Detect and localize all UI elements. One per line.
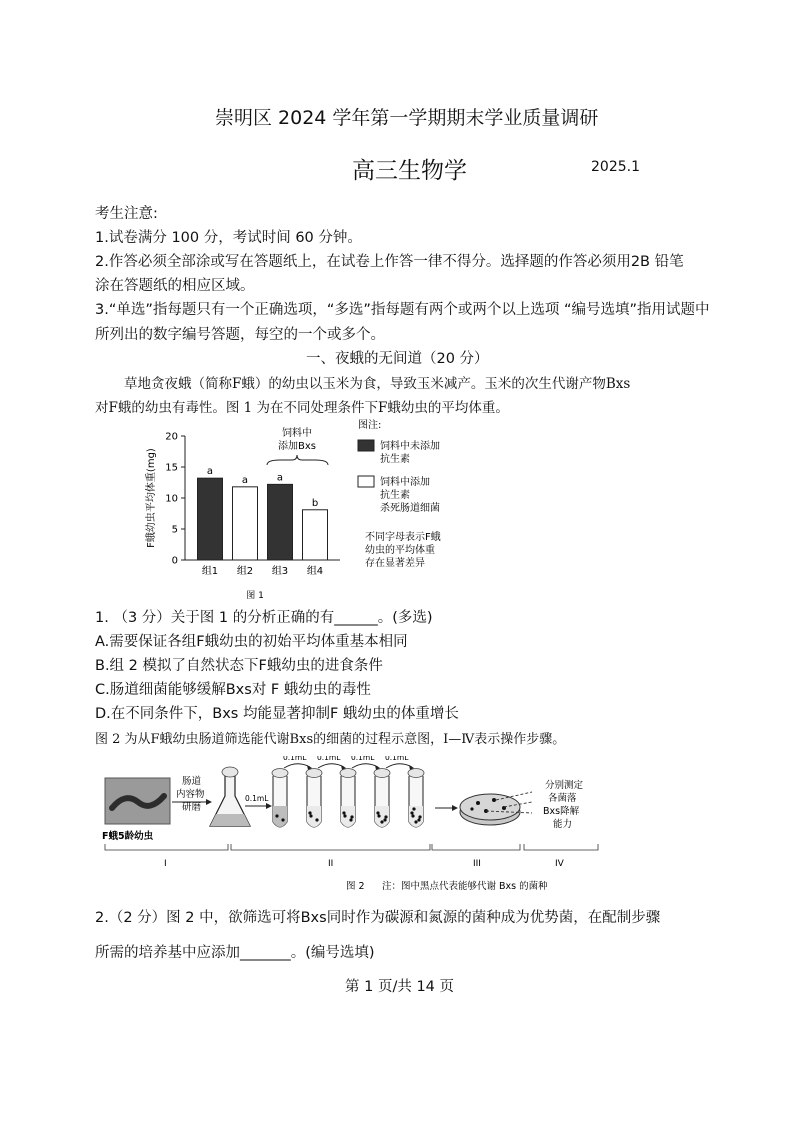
bacteria-dot <box>383 818 386 821</box>
larva-label: F蛾5龄幼虫 <box>102 831 154 842</box>
bacteria-dot <box>380 820 383 823</box>
bar-组1 <box>198 478 223 560</box>
question-1-option-a: A.需要保证各组F蛾幼虫的初始平均体重基本相同 <box>95 634 408 650</box>
bar-组2 <box>233 487 258 560</box>
bacteria-dot <box>418 815 421 818</box>
transfer-arrow <box>318 764 344 768</box>
legend-text: 抗生素 <box>380 454 410 465</box>
chart-note: 幼虫的平均体重 <box>365 545 435 556</box>
category-label: 组1 <box>201 566 219 577</box>
step-I: I <box>164 859 167 869</box>
y-tick-label: 20 <box>165 431 178 443</box>
exam-date: 2025.1 <box>591 159 640 175</box>
question-1-option-c: C.肠道细菌能够缓解Bxs对 F 蛾幼虫的毒性 <box>95 682 371 698</box>
bacteria-dot <box>412 807 415 810</box>
notice-line-1: 1.试卷满分 100 分，考试时间 60 分钟。 <box>95 230 362 246</box>
plate-label-1: 分别测定 <box>545 780 584 791</box>
figure-2-caption: 图 2 <box>346 881 365 892</box>
bacteria-dot <box>309 814 312 817</box>
transfer-arrow <box>352 764 378 768</box>
significance-label: a <box>276 472 284 484</box>
figure-1-caption: 图 1 <box>246 591 264 601</box>
bacteria-dot <box>411 814 414 817</box>
figure-2-note: 注：图中黑点代表能够代谢 Bxs 的菌种 <box>382 881 548 892</box>
tube-liquid <box>273 806 287 827</box>
category-label: 组3 <box>271 566 289 577</box>
notice-line-2a: 2.作答必须全部涂或写在答题纸上，在试卷上作答一律不得分。选择题的作答必须用2B 铅笔 <box>95 254 684 270</box>
bracket-label-2: 添加Bxs <box>278 441 316 452</box>
transfer-label: 0.1mL <box>351 756 375 762</box>
page-footer: 第 1 页/共 14 页 <box>345 979 454 995</box>
notice-line-2b: 涂在答题纸的相应区域。 <box>95 278 255 294</box>
tube-cap <box>408 769 424 778</box>
question-2-line-2: 所需的培养基中应添加_______。(编号选填) <box>95 945 375 961</box>
subject-title: 高三生物学 <box>352 158 467 184</box>
bar-组4 <box>303 510 328 560</box>
transfer-arrow <box>386 764 412 768</box>
bacteria-dot <box>410 811 413 814</box>
bacteria-dot <box>315 818 318 821</box>
legend-swatch <box>358 476 374 487</box>
figure-2-diagram <box>100 756 600 896</box>
category-label: 组4 <box>306 566 324 577</box>
plate-label-4: 能力 <box>553 819 573 830</box>
step-IV: IV <box>555 859 564 869</box>
bacteria-dot <box>376 811 379 814</box>
significance-label: a <box>241 474 249 486</box>
bacteria-dot <box>343 814 346 817</box>
question-1-option-b: B.组 2 模拟了自然状态下F蛾幼虫的进食条件 <box>95 658 383 674</box>
step-brackets <box>105 844 598 850</box>
significance-label: b <box>311 497 319 509</box>
bacteria-dot <box>414 820 417 823</box>
bracket-label-1: 饲料中 <box>282 428 312 439</box>
notice-heading: 考生注意: <box>95 206 158 222</box>
legend-title: 图注: <box>358 420 382 431</box>
legend-text: 饲料中未添加 <box>380 441 440 452</box>
transfer-label: 0.1mL <box>385 756 409 762</box>
chart-note: 不同字母表示F蛾 <box>365 532 441 543</box>
question-2-line-1: 2.（2 分）图 2 中，欲筛选可将Bxs同时作为碳源和氮源的菌种成为优势菌，在配制步骤 <box>95 910 661 926</box>
significance-label: a <box>206 466 214 478</box>
bacteria-dot <box>349 818 352 821</box>
bacteria-dot <box>384 815 387 818</box>
bacteria-dot <box>350 815 353 818</box>
figure-2-intro: 图 2 为从F蛾幼虫肠道筛选能代谢Bxs的细菌的过程示意图，Ⅰ—Ⅳ表示操作步骤。 <box>95 732 566 747</box>
y-tick-label: 0 <box>171 555 178 567</box>
question-1-stem: 1. （3 分）关于图 1 的分析正确的有______。(多选) <box>95 610 433 626</box>
legend-text: 抗生素 <box>380 490 410 501</box>
tube-liquid <box>307 806 321 827</box>
petri-dish-icon <box>460 794 520 825</box>
y-tick-label: 5 <box>171 524 178 536</box>
section-heading: 一、夜蛾的无间道（20 分） <box>306 351 489 367</box>
transfer-arrow <box>284 764 310 768</box>
gut-label-2: 内容物 <box>176 789 205 800</box>
step-II: II <box>328 859 334 869</box>
tube-cap <box>374 769 390 778</box>
y-axis-label: F蛾幼虫平均体重(mg) <box>146 448 157 548</box>
tube-cap <box>306 769 322 778</box>
question-1-option-d: D.在不同条件下，Bxs 均能显著抑制F 蛾幼虫的体重增长 <box>95 706 459 722</box>
transfer-label-0: 0.1mL <box>245 794 269 803</box>
flask-icon <box>210 767 250 826</box>
bacteria-dot <box>308 811 311 814</box>
legend-text: 饲料中添加 <box>380 477 430 488</box>
step-III: III <box>473 859 481 869</box>
plate-label-3: Bxs降解 <box>543 806 580 817</box>
transfer-label: 0.1mL <box>317 756 341 762</box>
category-label: 组2 <box>236 566 254 577</box>
exam-title: 崇明区 2024 学年第一学期期末学业质量调研 <box>215 107 599 129</box>
notice-line-3b: 所列出的数字编号答题，每空的一个或多个。 <box>95 327 385 343</box>
tube-cap <box>272 769 288 778</box>
bacteria-dot <box>281 818 284 821</box>
gut-label-3: 研磨 <box>182 802 202 813</box>
y-tick-label: 15 <box>165 462 178 474</box>
y-tick-label: 10 <box>165 493 178 505</box>
legend-text: 杀死肠道细菌 <box>380 503 440 514</box>
bacteria-dot <box>417 818 420 821</box>
notice-line-3a: 3.“单选”指每题只有一个正确选项，“多选”指每题有两个或两个以上选项 “编号选填”指用试题中 <box>95 302 710 318</box>
tube-cap <box>340 769 356 778</box>
bracket <box>267 455 328 465</box>
bacteria-dot <box>342 811 345 814</box>
bacteria-dot <box>377 814 380 817</box>
section-intro-2: 对F蛾的幼虫有毒性。图 1 为在不同处理条件下F蛾幼虫的平均体重。 <box>95 400 509 416</box>
bacteria-dot <box>275 814 278 817</box>
section-intro-1: 草地贪夜蛾（简称F蛾）的幼虫以玉米为食，导致玉米减产。玉米的次生代谢产物Bxs <box>124 376 631 392</box>
plate-label-2: 各菌落 <box>548 793 577 804</box>
chart-note: 存在显著差异 <box>365 558 425 569</box>
legend-swatch <box>358 440 374 451</box>
bar-组3 <box>268 484 293 560</box>
gut-label-1: 肠道 <box>182 776 202 787</box>
figure-1-chart <box>140 418 470 603</box>
transfer-label: 0.1mL <box>283 756 307 762</box>
